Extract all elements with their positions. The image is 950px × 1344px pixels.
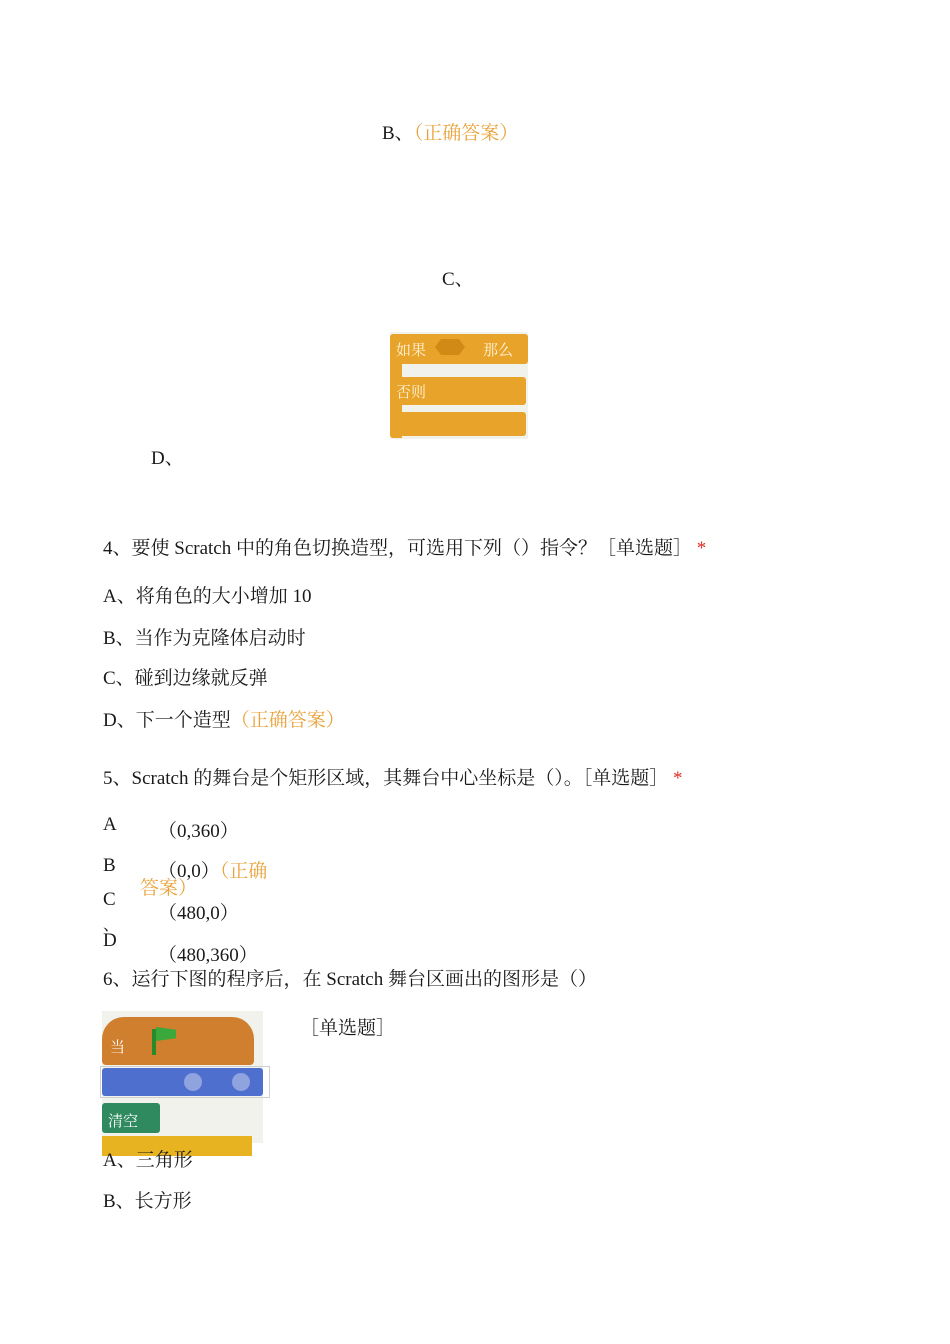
q3-option-c[interactable]: [442, 264, 474, 291]
green-flag-icon: [152, 1029, 156, 1055]
option-c-separator: 、: [103, 917, 120, 934]
else-label: 否则: [396, 383, 427, 401]
required-mark: *: [672, 768, 683, 789]
condition-slot: [435, 339, 465, 355]
if-else-block-image: [390, 332, 528, 439]
answer-tag-overflow: 答案）: [140, 878, 198, 899]
option-label: D、: [151, 448, 184, 469]
correct-answer-tag: （正确答案）: [230, 710, 345, 731]
question-text: 5、Scratch 的舞台是个矩形区域，其舞台中心坐标是（）。［单选题］: [103, 768, 669, 789]
x-input: [184, 1073, 202, 1091]
q4-option-c[interactable]: [103, 663, 268, 690]
option-text: A、将角色的大小增加 10: [103, 586, 312, 607]
q6-option-b[interactable]: [103, 1186, 192, 1213]
q4-title: [103, 533, 706, 560]
if-label: 如果: [396, 341, 427, 359]
q3-option-d[interactable]: [151, 443, 184, 470]
option-value: （0,0）: [158, 861, 220, 882]
option-text: A、三角形: [103, 1150, 193, 1171]
q5-option-b-letter[interactable]: B: [103, 855, 116, 876]
q6-title: [103, 964, 597, 991]
clear-label: 清空: [108, 1112, 139, 1130]
option-label: C、: [442, 269, 474, 290]
q4-option-a[interactable]: [103, 581, 311, 608]
question-text: 4、要使 Scratch 中的角色切换造型，可选用下列（）指令？［单选题］: [103, 538, 692, 559]
option-text: D、下一个造型: [103, 710, 231, 731]
required-mark: *: [696, 538, 707, 559]
question-text: 6、运行下图的程序后，在 Scratch 舞台区画出的图形是（）: [103, 969, 597, 990]
q4-option-d[interactable]: [103, 705, 345, 732]
q5-option-c-letter[interactable]: C: [103, 889, 116, 910]
q6-option-a[interactable]: [103, 1145, 193, 1172]
option-label: B、: [382, 123, 414, 144]
option-text: C、碰到边缘就反弹: [103, 668, 268, 689]
then-label: 那么: [483, 341, 514, 359]
scratch-script-image: [102, 1011, 263, 1143]
option-text: B、长方形: [103, 1191, 192, 1212]
q5-option-c-value: （480,0）: [158, 903, 239, 924]
q5-option-d-value: （480,360）: [158, 945, 258, 966]
q5-title: [103, 763, 682, 790]
q4-option-b[interactable]: [103, 623, 306, 650]
q5-option-d-letter[interactable]: D: [103, 930, 117, 951]
go-to-xy-block: [102, 1068, 263, 1096]
correct-answer-tag: （正确: [219, 861, 268, 882]
hat-label: 当: [110, 1038, 126, 1056]
if-block-bottom: [390, 412, 526, 436]
option-text: B、当作为克隆体启动时: [103, 628, 306, 649]
correct-answer-tag: （正确答案）: [413, 123, 519, 144]
q6-type-tag: ［单选题］: [300, 1018, 396, 1039]
y-input: [232, 1073, 250, 1091]
q3-option-b[interactable]: [382, 118, 518, 145]
q5-option-a-letter[interactable]: A: [103, 814, 117, 835]
q5-option-a-value: （0,360）: [158, 821, 239, 842]
